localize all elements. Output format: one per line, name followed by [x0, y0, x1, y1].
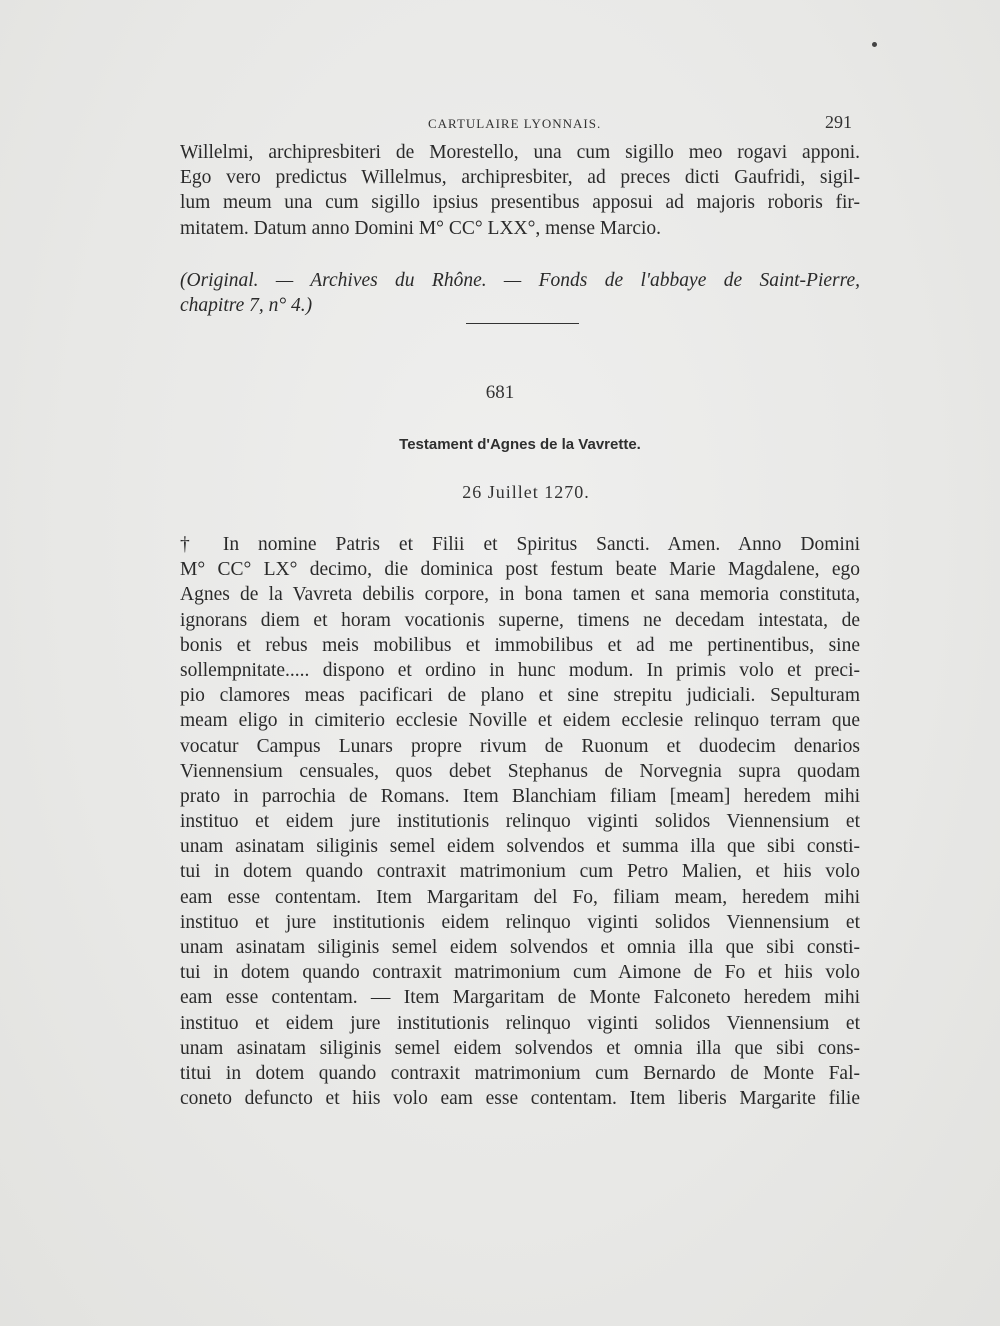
text-line: instituo et jure institutionis eidem relinquo viginti solidos Viennensium et: [180, 911, 860, 933]
page-number: 291: [825, 112, 852, 132]
text-line: ignorans diem et horam vocationis superne, timens ne decedam intestata, de: [180, 609, 860, 631]
text-line: eam esse contentam. — Item Margaritam de Monte Falconeto heredem mihi: [180, 987, 860, 1009]
document-body: [180, 532, 860, 1111]
text-line: † In nomine Patris et Filii et Spiritus Sancti. Amen. Anno Domini: [180, 534, 860, 555]
text-line: titui in dotem quando contraxit matrimonium cum Bernardo de Monte Fal-: [180, 1062, 860, 1084]
previous-document-text: [180, 140, 860, 241]
source-line: chapitre 7, n° 4.): [180, 295, 313, 317]
text-line: meam eligo in cimiterio ecclesie Noville et eidem ecclesie relinquo terram que: [180, 710, 860, 732]
text-line: prato in parrochia de Romans. Item Blanchiam filiam [meam] heredem mihi: [180, 785, 860, 807]
running-title: CARTULAIRE LYONNAIS.: [428, 116, 602, 131]
text-line: unam asinatam siliginis semel eidem solvendos et omnia illa que sibi cons-: [180, 1037, 860, 1059]
source-line: (Original. — Archives du Rhône. — Fonds de l'abbaye de Saint-Pierre,: [180, 270, 860, 291]
text-line: eam esse contentam. Item Margaritam del Fo, filiam meam, heredem mihi: [180, 886, 860, 908]
ink-speck: [872, 42, 877, 47]
text-line: Willelmi, archipresbiteri de Morestello, una cum sigillo meo rogavi apponi.: [180, 142, 860, 163]
text-line: instituo et eidem jure institutionis relinquo viginti solidos Viennensium et: [180, 811, 860, 833]
text-line: lum meum una cum sigillo ipsius presentibus apposui ad majoris roboris fir-: [180, 192, 860, 214]
text-line: tui in dotem quando contraxit matrimonium cum Petro Malien, et hiis volo: [180, 861, 860, 883]
section-divider: [466, 323, 579, 324]
text-line: bonis et rebus meis mobilibus et immobilibus et ad me pertinentibus, sine: [180, 634, 860, 656]
document-number: 681: [485, 382, 515, 403]
text-line: M° CC° LX° decimo, die dominica post festum beate Marie Magdalene, ego: [180, 559, 860, 581]
text-line: coneto defuncto et hiis volo eam esse contentam. Item liberis Margarite filie: [180, 1088, 860, 1110]
document-title: Testament d'Agnes de la Vavrette.: [399, 436, 641, 453]
text-line: vocatur Campus Lunars propre rivum de Ruonum et duodecim denarios: [180, 735, 860, 757]
text-line: Agnes de la Vavreta debilis corpore, in bona tamen et sana memoria constituta,: [180, 584, 860, 606]
running-head: [180, 112, 852, 136]
document-date: 26 Juillet 1270.: [462, 482, 590, 502]
text-line: tui in dotem quando contraxit matrimonium cum Aimone de Fo et hiis volo: [180, 962, 860, 984]
text-line: unam asinatam siliginis semel eidem solvendos et omnia illa que sibi consti-: [180, 937, 860, 958]
text-line: Viennensium censuales, quos debet Stephanus de Norvegnia supra quodam: [180, 760, 860, 782]
text-line: instituo et eidem jure institutionis relinquo viginti solidos Viennensium et: [180, 1012, 860, 1034]
text-line: Ego vero predictus Willelmus, archipresbiter, ad preces dicti Gaufridi, sigil-: [180, 167, 860, 189]
source-citation: [180, 268, 860, 318]
text-line: sollempnitate..... dispono et ordino in hunc modum. In primis volo et preci-: [180, 659, 860, 681]
text-line: mitatem. Datum anno Domini M° CC° LXX°, mense Marcio.: [180, 217, 662, 239]
text-line: unam asinatam siliginis semel eidem solvendos et summa illa que sibi consti-: [180, 836, 860, 858]
text-line: pio clamores meas pacificari de plano et sine strepitu judiciali. Sepulturam: [180, 685, 860, 707]
